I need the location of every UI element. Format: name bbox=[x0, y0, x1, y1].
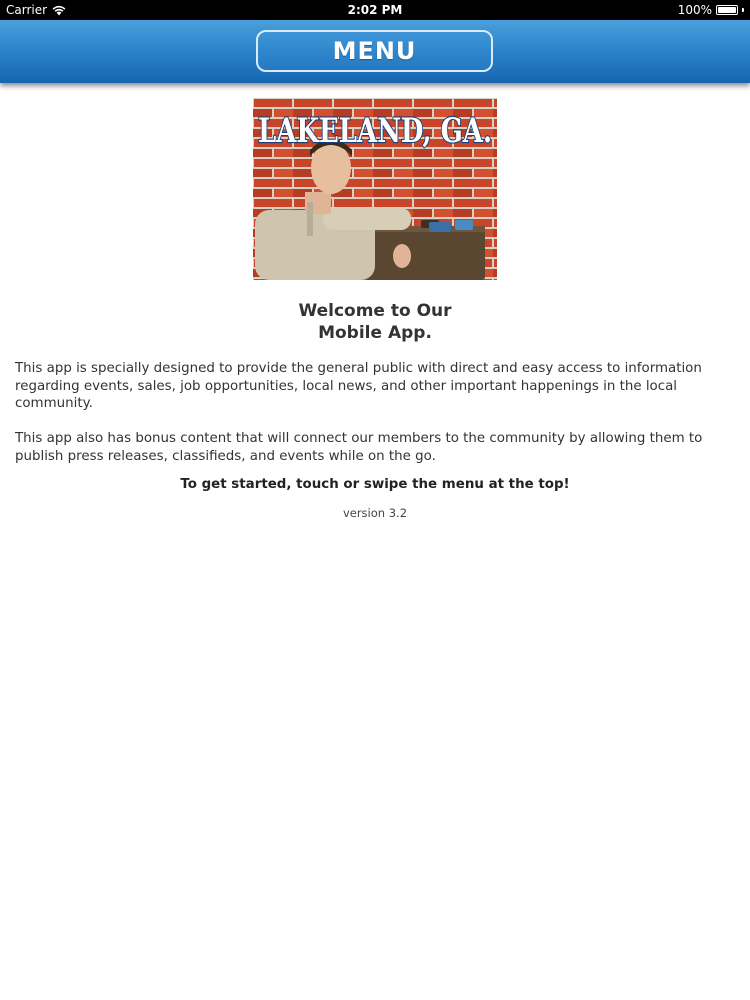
battery-icon bbox=[716, 5, 738, 15]
intro-paragraph: This app is specially designed to provide the general public with direct and easy access to information regarding events, sales, job opportunities, local news, and other important happenings in the local community. bbox=[15, 361, 702, 411]
menu-button[interactable]: MENU bbox=[256, 30, 493, 72]
logo-illustration bbox=[253, 98, 497, 280]
status-bar bbox=[0, 0, 750, 20]
welcome-heading bbox=[0, 300, 750, 344]
version-label: version 3.2 bbox=[342, 506, 408, 520]
welcome-line-1: Welcome to Our bbox=[298, 301, 452, 321]
status-right bbox=[678, 0, 744, 20]
lakeland-logo-image bbox=[253, 98, 497, 280]
battery-tip bbox=[742, 8, 744, 12]
welcome-line-2: Mobile App. bbox=[318, 323, 432, 343]
get-started-text: To get started, touch or swipe the menu at the top! bbox=[180, 477, 570, 492]
carrier-label: Carrier bbox=[6, 3, 48, 17]
status-time: 2:02 PM bbox=[347, 3, 403, 17]
battery-percent: 100% bbox=[677, 3, 712, 17]
logo-title: LAKELAND, GA. bbox=[258, 111, 492, 151]
top-navbar bbox=[0, 20, 750, 83]
bonus-paragraph: This app also has bonus content that will connect our members to the community by allowing them to publish press releases, classifieds, and events while on the go. bbox=[15, 431, 703, 464]
